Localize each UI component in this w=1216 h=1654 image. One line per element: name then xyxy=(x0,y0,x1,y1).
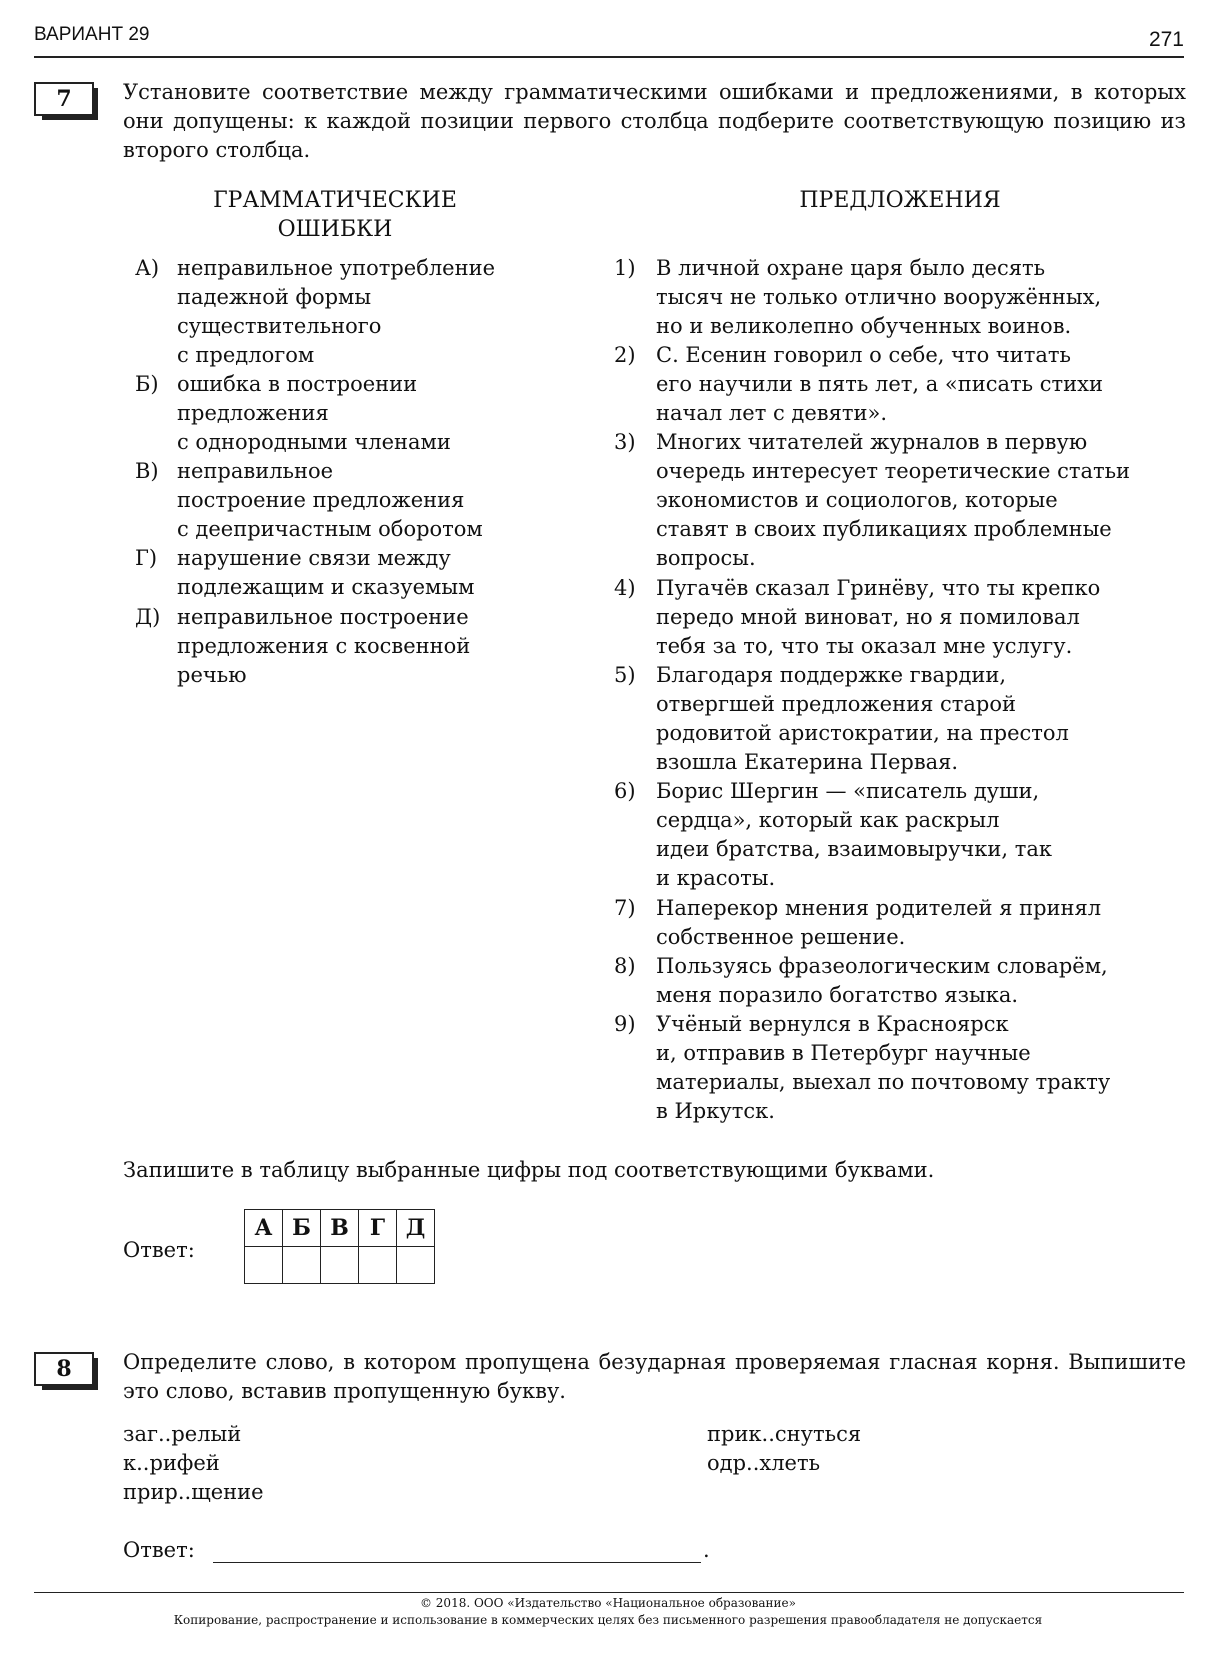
footer-copyright: © 2018. ООО «Издательство «Национальное образование» xyxy=(419,1596,796,1610)
footer-divider xyxy=(34,1592,1184,1593)
answer-table xyxy=(244,1209,435,1284)
answer-cell-g[interactable] xyxy=(359,1247,397,1284)
answer-letter: Д xyxy=(397,1210,435,1247)
page-number: 271 xyxy=(1148,28,1184,51)
word-option: прир..щение xyxy=(123,1480,264,1504)
answer-cell-a[interactable] xyxy=(245,1247,283,1284)
footer-notice: Копирование, распространение и использование в коммерческих целях без письменного разрешения правообладателя не допускается xyxy=(173,1613,1043,1627)
word-option: прик..снуться xyxy=(707,1422,862,1446)
answer-cell-v[interactable] xyxy=(321,1247,359,1284)
exam-page: ВАРИАНТ 29 271 7 Установите соответствие между грамматическими ошибками и предложениями, в которых они допущены: к каждой позиции первого столбца подберите соответствующую позицию из второго столбца. ГРАММАТИЧЕСКИЕ ОШИБКИ ПРЕДЛОЖЕНИЯ А) неправильное употребление падежной формы существительного с предлогом Б) ошибка в построении предложения с однородными членами В) неправильное построение предложения с деепричастным оборотом Г) нарушение связи между подлежащим и сказуемым Д) неправильное построение предложения с косвенной речью 1) В личной охране царя было десять тысяч не только отлично вооружённых, но и великолепно обученных воинов. 2) С. Есенин говорил о себе, что читать его научили в пять лет, а «писать стихи начал лет с девяти». 3) Многих читателей журналов в первую очередь интересует теоретические статьи экономистов и социологов, которые ставят в своих публикациях проблемные вопросы. 4) Пугачёв сказал Гринёву, что ты крепко передо мной виноват, но я помиловал тебя за то, что ты оказал мне услугу. 5) Благодаря поддержке гвардии, отвергшей предложения старой родовитой аристократии, на престол взошла Екатерина Первая. 6) Борис Шергин — «писатель души, сердца», который как раскрыл идеи братства, взаимовыручки, так и красоты. 7) Наперекор мнения родителей я принял собственное решение. 8) Пользуясь фразеологическим словарём, меня поразило богатство языка. 9) Учёный вернулся в Красноярск и, отправив в Петербург научные материалы, выехал по почтовому тракту в Иркутск. Запишите в таблицу выбранные цифры под соответствующими буквами. Ответ: А Б В Г Д 8 Определите слово, в котором пропущена безударная проверяемая гласная корня. Выпишите это слово, вставив пропущенную букву. заг..релый к..рифей прир..щение прик..снуться одр..хлеть Ответ: . © 2018. ООО «Издательство «Национальное образование» Копирование, распространение и использование в коммерческих целях без письменного разрешения правообладателя не допускается xyxy=(0,0,1216,1654)
answer-letter: В xyxy=(321,1210,359,1247)
answer-table-inputs xyxy=(245,1247,435,1284)
task-8-answer-end: . xyxy=(703,1538,710,1562)
header-divider xyxy=(34,56,1184,58)
table-instruction: Запишите в таблицу выбранные цифры под соответствующими буквами. xyxy=(123,1158,935,1182)
answer-table-header xyxy=(245,1210,435,1247)
task-7-answer-label: Ответ: xyxy=(123,1238,195,1262)
task-8-answer-line[interactable] xyxy=(213,1562,701,1563)
variant-header: ВАРИАНТ 29 xyxy=(34,24,150,45)
answer-letter: Г xyxy=(359,1210,397,1247)
task-7-number: 7 xyxy=(34,82,94,116)
answer-cell-d[interactable] xyxy=(397,1247,435,1284)
errors-heading: ГРАММАТИЧЕСКИЕ ОШИБКИ xyxy=(213,188,457,242)
task-7-intro: Установите соответствие между грамматическими ошибками и предложениями, в которых они допущены: к каждой позиции первого столбца подберите соответствующую позицию из второго столбца. xyxy=(123,80,1186,162)
word-option: к..рифей xyxy=(123,1451,220,1475)
task-8-answer-label: Ответ: xyxy=(123,1538,195,1562)
answer-letter: А xyxy=(245,1210,283,1247)
answer-letter: Б xyxy=(283,1210,321,1247)
word-option: одр..хлеть xyxy=(707,1451,821,1475)
answer-cell-b[interactable] xyxy=(283,1247,321,1284)
task-8-number: 8 xyxy=(34,1352,94,1386)
task-8-intro: Определите слово, в котором пропущена безударная проверяемая гласная корня. Выпишите это слово, вставив пропущенную букву. xyxy=(123,1350,1186,1403)
sentences-heading: ПРЕДЛОЖЕНИЯ xyxy=(799,188,1001,213)
word-option: заг..релый xyxy=(123,1422,242,1446)
